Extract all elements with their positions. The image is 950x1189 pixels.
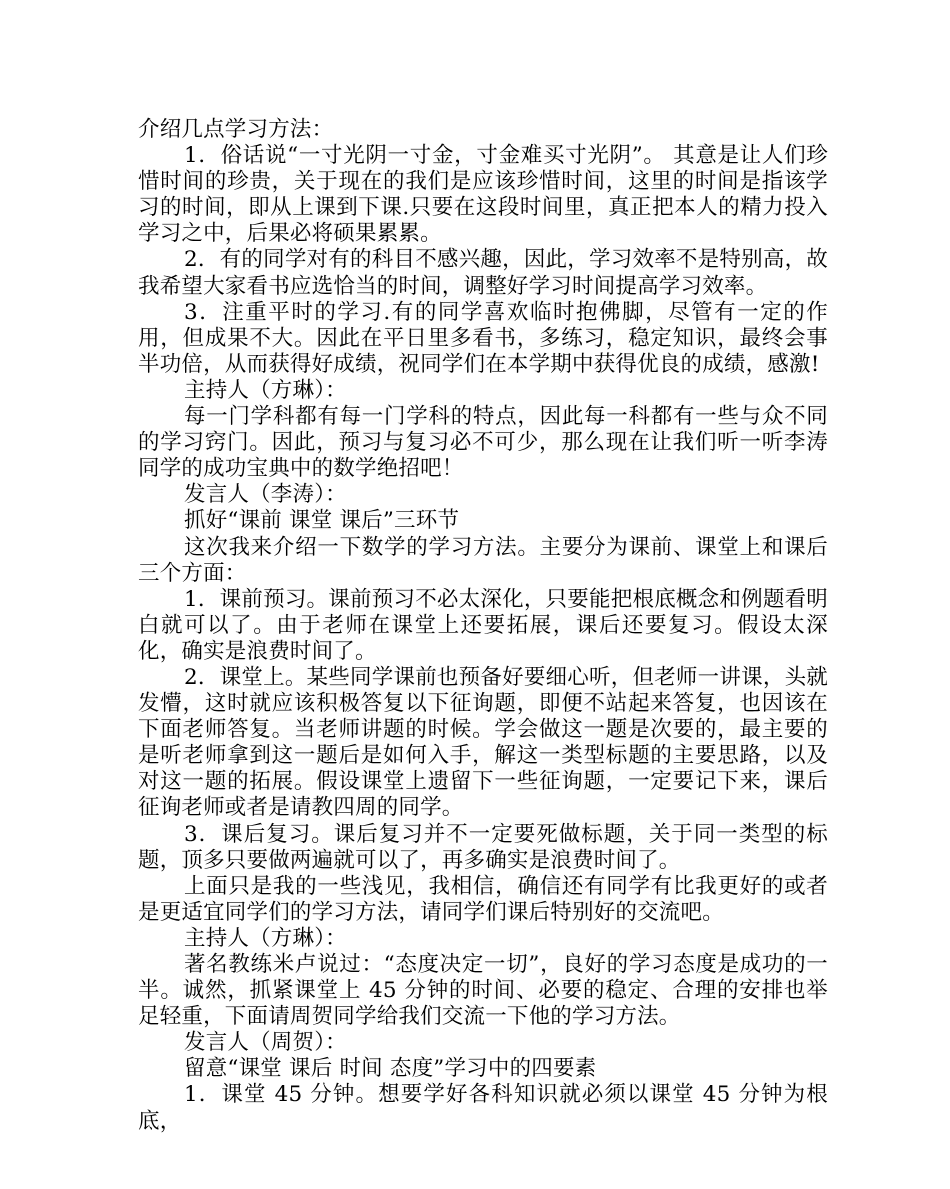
section-heading: 介绍几点学习方法：: [138, 117, 334, 142]
paragraph: 3．课后复习。课后复习并不一定要死做标题，关于同一类型的标题，顶多只要做两遍就可以了，再多确实是浪费时间了。: [138, 821, 828, 873]
speaker-label: 主持人（方琳）：: [184, 377, 347, 403]
paragraph: 1．课前预习。课前预习不必太深化，只要能把根底概念和例题看明白就可以了。由于老师在课堂上还要拓展，课后还要复习。假设太深化，确实是浪费时间了。: [138, 586, 828, 664]
document-body: [138, 117, 828, 1135]
speaker-label: 主持人（方琳）：: [184, 925, 347, 951]
paragraph: 上面只是我的一些浅见，我相信，确信还有同学有比我更好的或者是更适宜同学们的学习方法，请同学们课后特别好的交流吧。: [138, 873, 828, 925]
paragraph: 1．课堂 45 分钟。想要学好各科知识就必须以课堂 45 分钟为根底，: [138, 1082, 828, 1134]
speaker-label: 发言人（李涛）：: [184, 482, 347, 508]
paragraph: 这次我来介绍一下数学的学习方法。主要分为课前、课堂上和课后三个方面：: [138, 534, 828, 586]
paragraph: 1．俗话说“一寸光阴一寸金，寸金难买寸光阴”。 其意是让人们珍惜时间的珍贵，关于现在的我们是应该珍惜时间，这里的时间是指该学习的时间，即从上课到下课.只要在这段时间里，真正把本人的精力投入学习之中，后果必将硕果累累。: [138, 143, 828, 247]
paragraph: 著名教练米卢说过：“态度决定一切”，良好的学习态度是成功的一半。诚然，抓紧课堂上 45 分钟的时间、必要的稳定、合理的安排也举足轻重，下面请周贺同学给我们交流一下他的学习方法。: [138, 952, 828, 1030]
paragraph: 2．课堂上。某些同学课前也预备好要细心听，但老师一讲课，头就发懵，这时就应该积极答复以下征询题，即便不站起来答复，也因该在下面老师答复。当老师讲题的时候。学会做这一题是次要的，最主要的是听老师拿到这一题后是如何入手，解这一类型标题的主要思路，以及对这一题的拓展。假设课堂上遗留下一些征询题，一定要记下来，课后征询老师或者是请教四周的同学。: [138, 664, 828, 821]
paragraph: 3．注重平时的学习.有的同学喜欢临时抱佛脚，尽管有一定的作用，但成果不大。因此在平日里多看书，多练习，稳定知识，最终会事半功倍，从而获得好成绩，祝同学们在本学期中获得优良的成绩，感激!: [138, 299, 828, 377]
paragraph: 2．有的同学对有的科目不感兴趣，因此，学习效率不是特别高，故我希望大家看书应选恰当的时间，调整好学习时间提高学习效率。: [138, 247, 828, 299]
speaker-label: 发言人（周贺）：: [184, 1030, 347, 1056]
speech-title: 抓好“课前 课堂 课后”三环节: [184, 508, 460, 534]
paragraph: 每一门学科都有每一门学科的特点，因此每一科都有一些与众不同的学习窍门。因此，预习与复习必不可少，那么现在让我们听一听李涛同学的成功宝典中的数学绝招吧！: [138, 404, 828, 482]
speech-title: 留意“课堂 课后 时间 态度”学习中的四要素: [184, 1056, 597, 1082]
